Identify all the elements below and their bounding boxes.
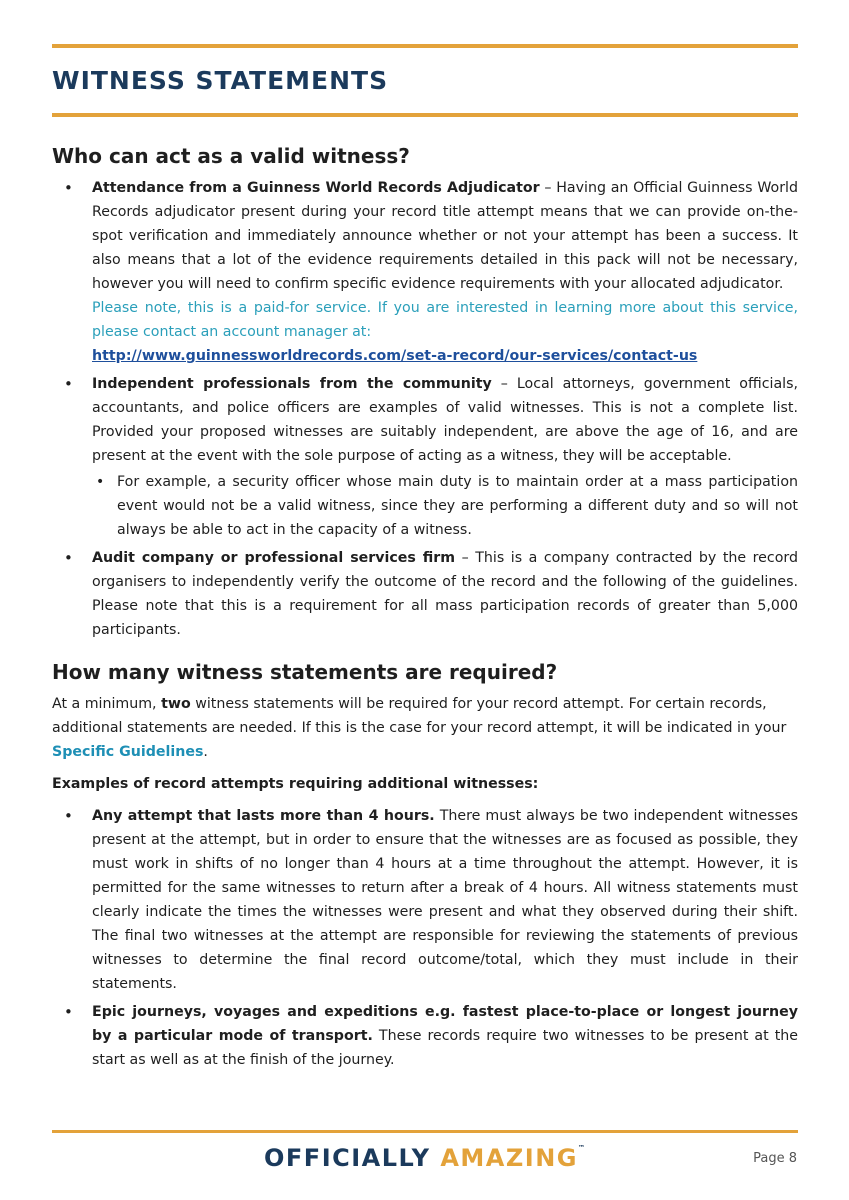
page-content bbox=[52, 140, 798, 1076]
footer-brand-logo bbox=[0, 1144, 849, 1172]
page-title: WITNESS STATEMENTS bbox=[52, 66, 389, 95]
intro-text-a: At a minimum, bbox=[52, 696, 162, 712]
intro-text-c: . bbox=[203, 744, 208, 760]
item-bold-label: Audit company or professional services firm bbox=[92, 550, 456, 566]
list-item-epic-journeys bbox=[52, 1000, 798, 1072]
intro-bold-two: two bbox=[161, 696, 191, 712]
item-bold-label: Attendance from a Guinness World Records Adjudicator bbox=[92, 180, 540, 196]
list-item-adjudicator bbox=[52, 176, 798, 368]
item-text: – Having an Official Guinness World Records adjudicator present during your record title attempt means that we can provide on-the-spot verification and immediately announce whether or not your attempt has been a success. It also means that a lot of the evidence requirements detailed in this pack will not be necessary, however you will need to confirm specific evidence requirements with your allocated adjudicator. bbox=[92, 180, 798, 292]
header-top-rule bbox=[52, 44, 798, 48]
header-bottom-rule bbox=[52, 113, 798, 117]
list-item-professionals bbox=[52, 372, 798, 542]
list-item-long-attempt bbox=[52, 804, 798, 996]
sub-list-item-example: • For example, a security officer whose main duty is to maintain order at a mass participation event would not be a valid witness, since they are performing a different duty and so will not always be able to act in the capacity of a witness. bbox=[92, 470, 798, 542]
page-number: Page 8 bbox=[753, 1151, 797, 1166]
item-bold-label: Any attempt that lasts more than 4 hours. bbox=[92, 808, 435, 824]
item-text: – Local attorneys, government officials, accountants, and police officers are examples of valid witnesses. This is not a complete list. Provided your proposed witnesses are suitably independent, are above the age of 16, and are present at the event with the sole purpose of acting as a witness, they will be acceptable. bbox=[92, 376, 798, 464]
item-text: There must always be two independent witnesses present at the attempt, but in order to ensure that the witnesses are as focused as possible, they must work in shifts of no longer than 4 hours at a time throughout the attempt. However, it is permitted for the same witnesses to return after a break of 4 hours. All witness statements must clearly indicate the times the witnesses were present and what they observed during their shift. The final two witnesses at the attempt are responsible for reviewing the statements of previous witnesses to determine the final record outcome/total, which they must include in their statements. bbox=[92, 808, 798, 992]
valid-witness-list bbox=[52, 176, 798, 642]
brand-word-officially: OFFICIALLY bbox=[264, 1144, 441, 1172]
examples-subheading: Examples of record attempts requiring additional witnesses: bbox=[52, 776, 539, 792]
intro-paragraph bbox=[52, 692, 798, 764]
contact-us-link[interactable]: http://www.guinnessworldrecords.com/set-a-record/our-services/contact-us bbox=[92, 348, 698, 364]
item-bold-label: Independent professionals from the community bbox=[92, 376, 492, 392]
item-text: – This is a company contracted by the record organisers to independently verify the outcome of the record and the following of the guidelines. Please note that this is a requirement for all mass participation records of greater than 5,000 participants. bbox=[92, 550, 798, 638]
brand-word-amazing: AMAZING bbox=[440, 1144, 578, 1172]
section-heading-how-many: How many witness statements are required? bbox=[52, 660, 558, 684]
sub-list bbox=[92, 470, 798, 542]
specific-guidelines-link[interactable]: Specific Guidelines bbox=[52, 744, 204, 760]
item-bold-label: Epic journeys, voyages and expeditions e.g. fastest place-to-place or longest journey by a particular mode of transport. bbox=[92, 1004, 798, 1044]
trademark-symbol: ™ bbox=[577, 1144, 585, 1152]
paid-service-note: Please note, this is a paid-for service. If you are interested in learning more about this service, please contact an account manager at: bbox=[92, 300, 798, 340]
item-text: These records require two witnesses to be present at the start as well as at the finish of the journey. bbox=[92, 1028, 799, 1068]
footer-rule bbox=[52, 1130, 798, 1133]
section-heading-valid-witness: Who can act as a valid witness? bbox=[52, 144, 410, 168]
list-item-audit-company bbox=[52, 546, 798, 642]
intro-text-b: witness statements will be required for your record attempt. For certain records, additional statements are needed. If this is the case for your record attempt, it will be indicated in your bbox=[52, 696, 787, 736]
additional-witness-list bbox=[52, 804, 798, 1072]
